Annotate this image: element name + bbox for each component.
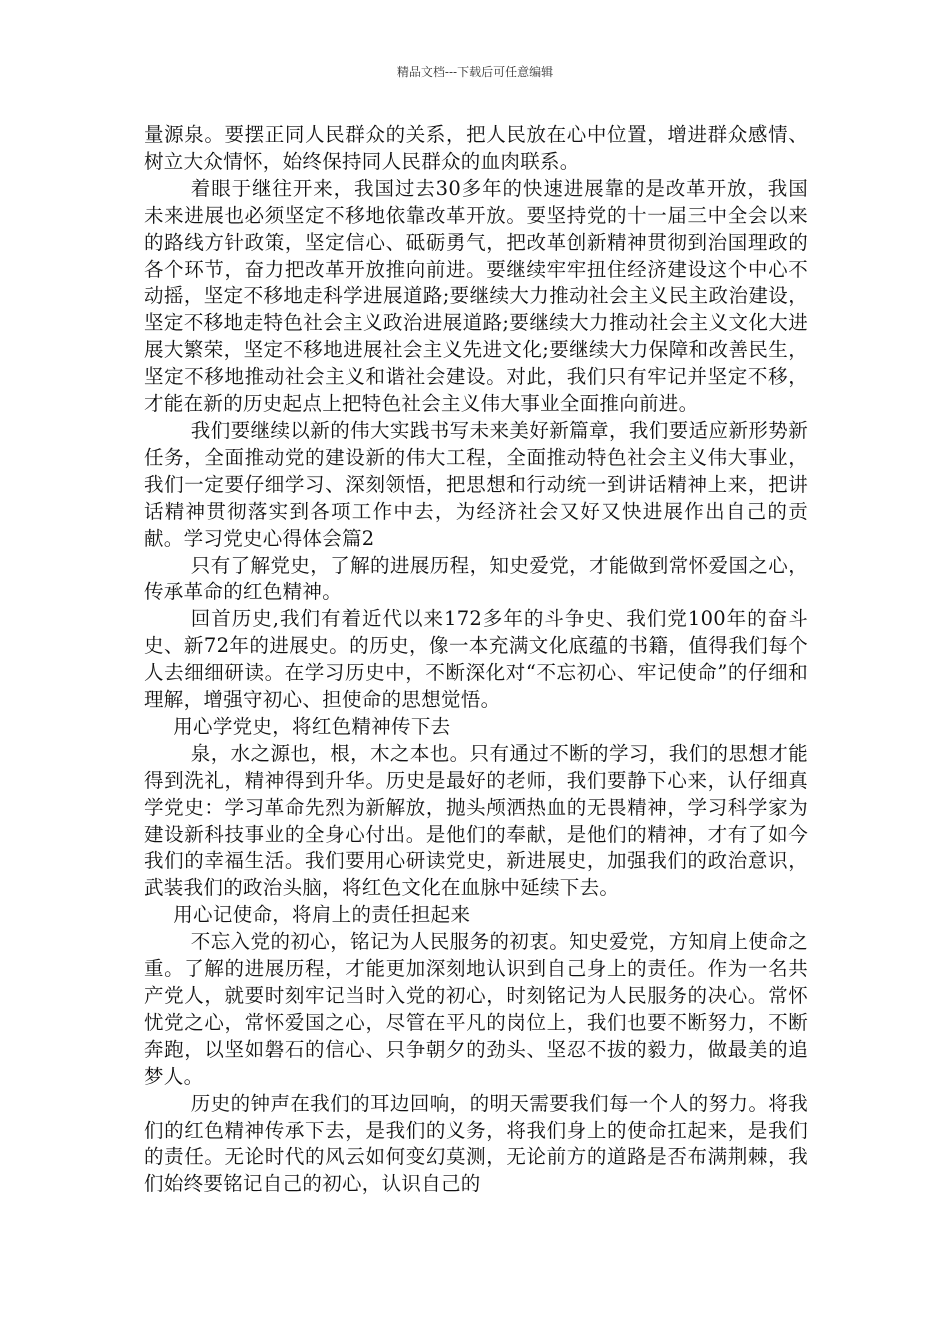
paragraph-1: 量源泉。要摆正同人民群众的关系，把人民放在心中位置，增进群众感情、树立大众情怀，始终保持同人民群众的血肉联系。 — [144, 123, 808, 173]
paragraph-5: 回首历史,我们有着近代以来172多年的斗争史、我们党100年的奋斗史、新72年的进展史。的历史，像一本充满文化底蕴的书籍，值得我们每个人去细细研读。在学习历史中，不断深化对“不忘初心、牢记使命”的仔细和理解，增强守初心、担使命的思想觉悟。 — [144, 607, 808, 712]
paragraph-6: 泉，水之源也，根，木之本也。只有通过不断的学习，我们的思想才能得到洗礼，精神得到升华。历史是最好的老师，我们要静下心来，认仔细真学党史：学习革命先烈为新解放，抛头颅洒热血的无畏精神，学习科学家为建设新科技事业的全身心付出。是他们的奉献，是他们的精神，才有了如今我们的幸福生活。我们要用心研读党史，新进展史，加强我们的政治意识，武装我们的政治头脑，将红色文化在血脉中延续下去。 — [144, 741, 808, 900]
paragraph-3: 我们要继续以新的伟大实践书写未来美好新篇章，我们要适应新形势新任务，全面推动党的建设新的伟大工程，全面推动特色社会主义伟大事业，我们一定要仔细学习、深刻领悟，把思想和行动统一到讲话精神上来，把讲话精神贯彻落实到各项工作中去，为经济社会又好又快进展作出自己的贡献。学习党史心得体会篇2 — [144, 418, 808, 550]
document-body — [144, 122, 808, 1198]
paragraph-7: 不忘入党的初心，铭记为人民服务的初衷。知史爱党，方知肩上使命之重。了解的进展历程，才能更加深刻地认识到自己身上的责任。作为一名共产党人，就要时刻牢记当时入党的初心，时刻铭记为人民服务的决心。常怀忧党之心，常怀爱国之心，尽管在平凡的岗位上，我们也要不断努力，不断奔跑，以坚如磐石的信心、只争朝夕的劲头、坚忍不拔的毅力，做最美的追梦人。 — [144, 930, 808, 1088]
paragraph-2: 着眼于继往开来，我国过去30多年的快速进展靠的是改革开放，我国未来进展也必须坚定不移地依靠改革开放。要坚持党的十一届三中全会以来的路线方针政策，坚定信心、砥砺勇气，把改革创新精神贯彻到治国理政的各个环节，奋力把改革开放推向前进。要继续牢牢扭住经济建设这个中心不动摇，坚定不移地走科学进展道路;要继续大力推动社会主义民主政治建设，坚定不移地走特色社会主义政治进展道路;要继续大力推动社会主义文化大进展大繁荣，坚定不移地进展社会主义先进文化;要继续大力保障和改善民生，坚定不移地推动社会主义和谐社会建设。对此，我们只有牢记并坚定不移，才能在新的历史起点上把特色社会主义伟大事业全面推向前进。 — [144, 176, 808, 416]
section-heading-mission: 用心记使命，将肩上的责任担起来 — [173, 903, 471, 927]
paragraph-4: 只有了解党史，了解的进展历程，知史爱党，才能做到常怀爱国之心，传承革命的红色精神。 — [144, 553, 808, 604]
page-header: 精品文档---下载后可任意编辑 — [396, 65, 554, 79]
section-heading-study: 用心学党史，将红色精神传下去 — [173, 714, 451, 738]
paragraph-8: 历史的钟声在我们的耳边回响，的明天需要我们每一个人的努力。将我们的红色精神传承下去，是我们的义务，将我们身上的使命扛起来，是我们的责任。无论时代的风云如何变幻莫测，无论前方的道路是否布满荆棘，我们始终要铭记自己的初心，认识自己的 — [144, 1091, 808, 1196]
